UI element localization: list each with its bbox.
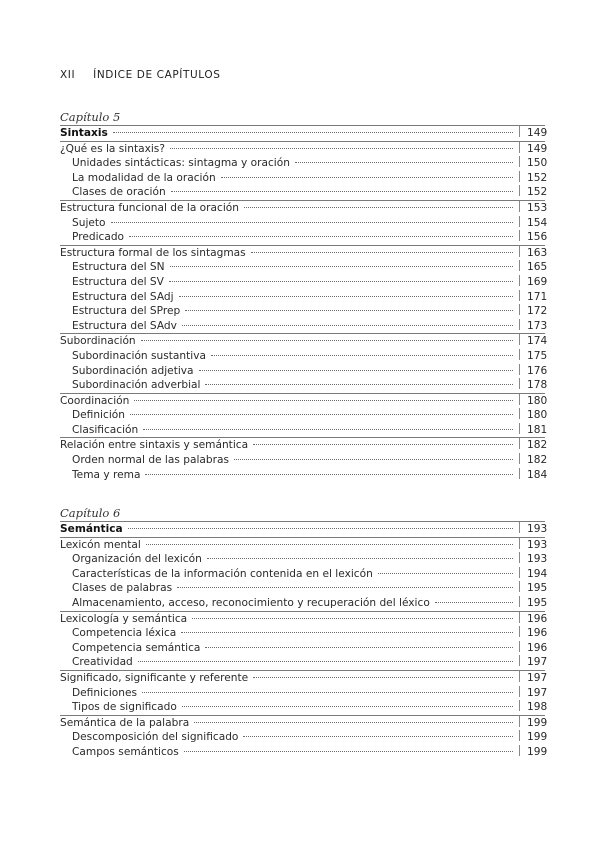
toc-subsection-entry[interactable]	[60, 216, 548, 231]
entry-title: Lexicología y semántica	[60, 612, 188, 625]
entry-title: Clases de oración	[72, 186, 166, 199]
toc-subsection-entry[interactable]	[60, 171, 548, 186]
header-title: ÍNDICE DE CAPÍTULOS	[93, 69, 221, 81]
entry-page-number: 171	[519, 290, 545, 305]
entry-page-number: 195	[519, 596, 545, 611]
entry-page-number: 150	[519, 156, 545, 171]
entry-page-number: 152	[519, 185, 545, 200]
chapter-5-section	[60, 110, 548, 482]
dot-leader	[234, 459, 513, 460]
toc-section-entry[interactable]	[60, 245, 548, 261]
dot-leader	[182, 325, 513, 326]
entry-title: Definición	[72, 409, 125, 422]
entry-page-number: 153	[519, 201, 545, 216]
toc-subsection-entry[interactable]	[60, 581, 548, 596]
entry-title: Semántica de la palabra	[60, 716, 190, 729]
dot-leader	[182, 706, 513, 707]
toc-section-entry[interactable]	[60, 437, 548, 453]
entry-page-number: 196	[519, 626, 545, 641]
dot-leader	[134, 400, 513, 401]
toc-subsection-entry[interactable]	[60, 290, 548, 305]
entry-page-number: 184	[519, 468, 545, 483]
entry-page-number: 197	[519, 655, 545, 670]
entry-page-number: 173	[519, 319, 545, 334]
entry-title: Lexicón mental	[60, 538, 141, 551]
entry-page-number: 197	[519, 671, 545, 686]
entry-page-number: 193	[519, 552, 545, 567]
toc-subsection-entry[interactable]	[60, 567, 548, 582]
entry-title: Características de la información contenida en el lexicón	[72, 567, 373, 580]
dot-leader	[143, 429, 513, 430]
entry-title: Clases de palabras	[72, 582, 173, 595]
dot-leader	[435, 602, 513, 603]
entry-page-number: 176	[519, 364, 545, 379]
dot-leader	[221, 177, 513, 178]
toc-section-entry[interactable]	[60, 200, 548, 216]
dot-leader	[185, 310, 513, 311]
dot-leader	[251, 252, 513, 253]
entry-title: Estructura del SAdv	[72, 319, 177, 332]
toc-subsection-entry[interactable]	[60, 730, 548, 745]
entry-title: Predicado	[72, 231, 125, 244]
entry-title: Significado, significante y referente	[60, 671, 249, 684]
entry-title: Tema y rema	[72, 468, 141, 481]
entry-page-number: 172	[519, 304, 545, 319]
dot-leader	[138, 661, 513, 662]
entry-title: Estructura formal de los sintagmas	[60, 246, 246, 259]
toc-section-entry[interactable]	[60, 522, 548, 537]
toc-section-entry[interactable]	[60, 537, 548, 553]
entry-title: Organización del lexicón	[72, 553, 202, 566]
page-number: XII	[60, 69, 76, 81]
dot-leader	[177, 587, 513, 588]
entry-title: Competencia léxica	[72, 627, 177, 640]
toc-section-entry[interactable]	[60, 611, 548, 627]
toc-subsection-entry[interactable]	[60, 349, 548, 364]
chapter-label: Capítulo 5	[60, 110, 121, 124]
entry-page-number: 182	[519, 438, 545, 453]
dot-leader	[378, 573, 513, 574]
dot-leader	[205, 647, 513, 648]
entry-title: Semántica	[60, 523, 123, 535]
dot-leader	[130, 414, 513, 415]
toc-section-entry[interactable]	[60, 670, 548, 686]
toc-entry-list	[60, 521, 548, 760]
entry-page-number: 194	[519, 567, 545, 582]
entry-page-number: 175	[519, 349, 545, 364]
dot-leader	[295, 162, 513, 163]
entry-page-number: 196	[519, 641, 545, 656]
entry-title: Subordinación adjetiva	[72, 364, 194, 377]
entry-page-number: 180	[519, 394, 545, 409]
running-header	[60, 69, 220, 81]
dot-leader	[113, 132, 513, 133]
entry-title: Competencia semántica	[72, 641, 201, 654]
toc-subsection-entry[interactable]	[60, 641, 548, 656]
entry-title: Estructura funcional de la oración	[60, 201, 239, 214]
entry-page-number: 199	[519, 745, 545, 760]
entry-page-number: 193	[519, 522, 545, 537]
entry-title: Unidades sintácticas: sintagma y oración	[72, 157, 290, 170]
dot-leader	[205, 384, 513, 385]
dot-leader	[194, 722, 513, 723]
entry-title: Orden normal de las palabras	[72, 454, 229, 467]
entry-title: Tipos de significado	[72, 701, 177, 714]
entry-page-number: 196	[519, 612, 545, 627]
dot-leader	[169, 281, 513, 282]
toc-section-entry[interactable]	[60, 126, 548, 141]
entry-title: Subordinación	[60, 335, 136, 348]
entry-page-number: 178	[519, 378, 545, 393]
dot-leader	[128, 528, 513, 529]
entry-page-number: 199	[519, 716, 545, 731]
dot-leader	[146, 544, 513, 545]
entry-page-number: 169	[519, 275, 545, 290]
entry-title: Subordinación adverbial	[72, 379, 201, 392]
toc-subsection-entry[interactable]	[60, 745, 548, 760]
toc-subsection-entry[interactable]	[60, 260, 548, 275]
toc-subsection-entry[interactable]	[60, 552, 548, 567]
toc-entry-list	[60, 125, 548, 482]
entry-page-number: 156	[519, 230, 545, 245]
entry-page-number: 165	[519, 260, 545, 275]
toc-subsection-entry[interactable]	[60, 700, 548, 715]
toc-subsection-entry[interactable]	[60, 686, 548, 701]
entry-page-number: 199	[519, 730, 545, 745]
toc-subsection-entry[interactable]	[60, 596, 548, 611]
entry-page-number: 154	[519, 216, 545, 231]
dot-leader	[181, 632, 513, 633]
toc-subsection-entry[interactable]	[60, 304, 548, 319]
entry-title: Creatividad	[72, 656, 133, 669]
entry-title: Almacenamiento, acceso, reconocimiento y recuperación del léxico	[72, 596, 430, 609]
entry-title: Descomposición del significado	[72, 731, 239, 744]
dot-leader	[170, 148, 513, 149]
toc-subsection-entry[interactable]	[60, 364, 548, 379]
toc-subsection-entry[interactable]	[60, 408, 548, 423]
dot-leader	[141, 340, 513, 341]
entry-title: Sintaxis	[60, 127, 108, 139]
dot-leader	[179, 296, 513, 297]
dot-leader	[207, 558, 513, 559]
entry-page-number: 197	[519, 686, 545, 701]
toc-subsection-entry[interactable]	[60, 275, 548, 290]
toc-section-entry[interactable]	[60, 715, 548, 731]
entry-page-number: 198	[519, 700, 545, 715]
toc-section-entry[interactable]	[60, 333, 548, 349]
toc-section-entry[interactable]	[60, 141, 548, 157]
entry-title: ¿Qué es la sintaxis?	[60, 142, 165, 155]
entry-page-number: 180	[519, 408, 545, 423]
dot-leader	[145, 474, 513, 475]
dot-leader	[192, 618, 513, 619]
entry-title: Estructura del SAdj	[72, 290, 174, 303]
entry-page-number: 181	[519, 423, 545, 438]
dot-leader	[211, 355, 513, 356]
toc-subsection-entry[interactable]	[60, 156, 548, 171]
toc-subsection-entry[interactable]	[60, 655, 548, 670]
toc-subsection-entry[interactable]	[60, 423, 548, 438]
toc-subsection-entry[interactable]	[60, 378, 548, 393]
dot-leader	[243, 736, 513, 737]
entry-page-number: 195	[519, 581, 545, 596]
entry-page-number: 149	[519, 142, 545, 157]
toc-subsection-entry[interactable]	[60, 626, 548, 641]
entry-title: Coordinación	[60, 394, 130, 407]
entry-title: Estructura del SN	[72, 261, 165, 274]
dot-leader	[129, 236, 513, 237]
dot-leader	[244, 207, 513, 208]
toc-subsection-entry[interactable]	[60, 453, 548, 468]
dot-leader	[253, 677, 513, 678]
entry-title: Sujeto	[72, 216, 106, 229]
entry-title: Relación entre sintaxis y semántica	[60, 439, 249, 452]
entry-title: Definiciones	[72, 686, 138, 699]
toc-subsection-entry[interactable]	[60, 468, 548, 483]
toc-section-entry[interactable]	[60, 393, 548, 409]
entry-page-number: 182	[519, 453, 545, 468]
chapter-label: Capítulo 6	[60, 506, 121, 520]
entry-title: Subordinación sustantiva	[72, 349, 206, 362]
dot-leader	[199, 370, 513, 371]
entry-page-number: 163	[519, 246, 545, 261]
toc-subsection-entry[interactable]	[60, 319, 548, 334]
entry-title: Estructura del SPrep	[72, 305, 181, 318]
dot-leader	[111, 222, 513, 223]
dot-leader	[171, 191, 513, 192]
dot-leader	[170, 266, 513, 267]
entry-title: Estructura del SV	[72, 275, 164, 288]
entry-title: Campos semánticos	[72, 745, 179, 758]
entry-title: La modalidad de la oración	[72, 171, 216, 184]
dot-leader	[184, 751, 513, 752]
entry-title: Clasificación	[72, 423, 139, 436]
dot-leader	[253, 444, 513, 445]
entry-page-number: 193	[519, 538, 545, 553]
chapter-6-section	[60, 506, 548, 760]
dot-leader	[142, 692, 513, 693]
entry-page-number: 174	[519, 334, 545, 349]
entry-page-number: 152	[519, 171, 545, 186]
toc-subsection-entry[interactable]	[60, 230, 548, 245]
entry-page-number: 149	[519, 126, 545, 141]
toc-subsection-entry[interactable]	[60, 185, 548, 200]
